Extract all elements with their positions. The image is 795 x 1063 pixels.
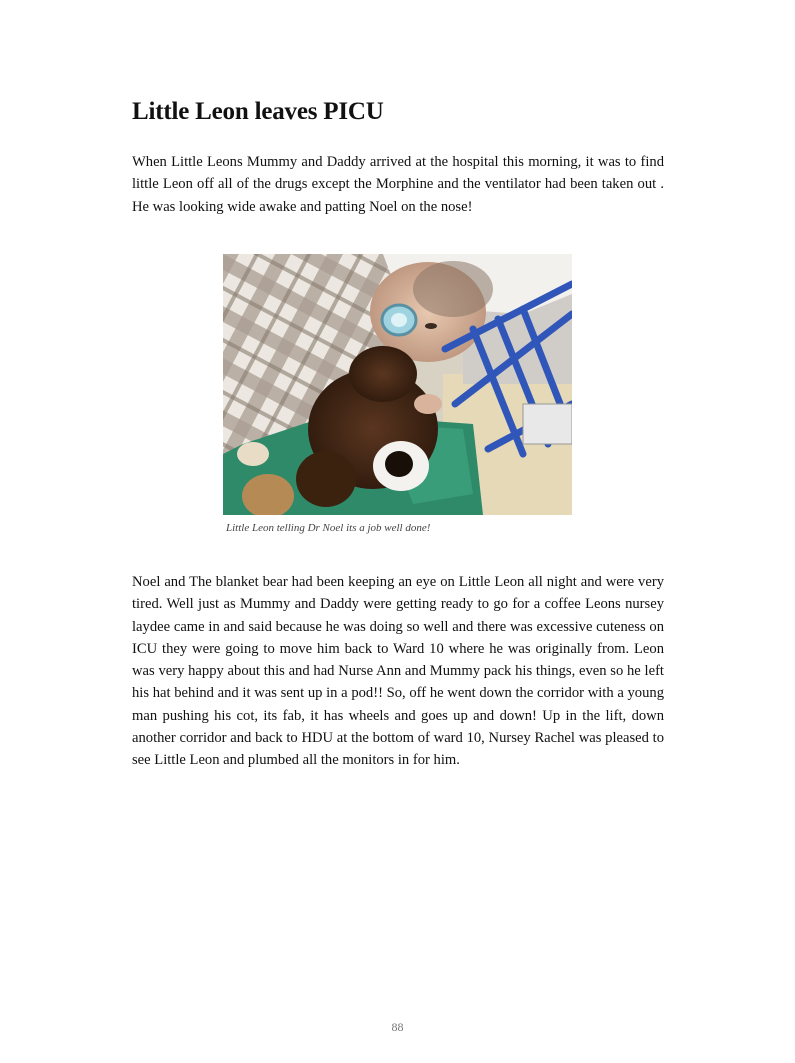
photo-illustration [223, 254, 572, 515]
page-title: Little Leon leaves PICU [132, 98, 384, 125]
photo-caption: Little Leon telling Dr Noel its a job well done! [226, 522, 431, 534]
intro-paragraph: When Little Leons Mummy and Daddy arrived at the hospital this morning, it was to find little Leon off all of the drugs except the Morphine and the ventilator had been taken out . He was looking wide awake and patting Noel on the nose! [132, 154, 664, 215]
baby-with-teddy-bear-photo [223, 254, 572, 515]
story-paragraph: Noel and The blanket bear had been keeping an eye on Little Leon all night and were very tired. Well just as Mummy and Daddy were getting ready to go for a coffee Leons nursey laydee came in and said because he was doing so well and there was excessive cuteness on ICU they were going to move him back to Ward 10 where he was originally from. Leon was very happy about this and had Nurse Ann and Mummy pack his things, even so he left his hat behind and it was sent up in a pod!! So, off he went down the corridor with a young man pushing his cot, its fab, it has wheels and goes up and down! Up in the lift, down another corridor and back to HDU at the bottom of ward 10, Nursey Rachel was pleased to see Little Leon and plumbed all the monitors in for him. [132, 574, 664, 769]
page-number: 88 [391, 1020, 404, 1034]
